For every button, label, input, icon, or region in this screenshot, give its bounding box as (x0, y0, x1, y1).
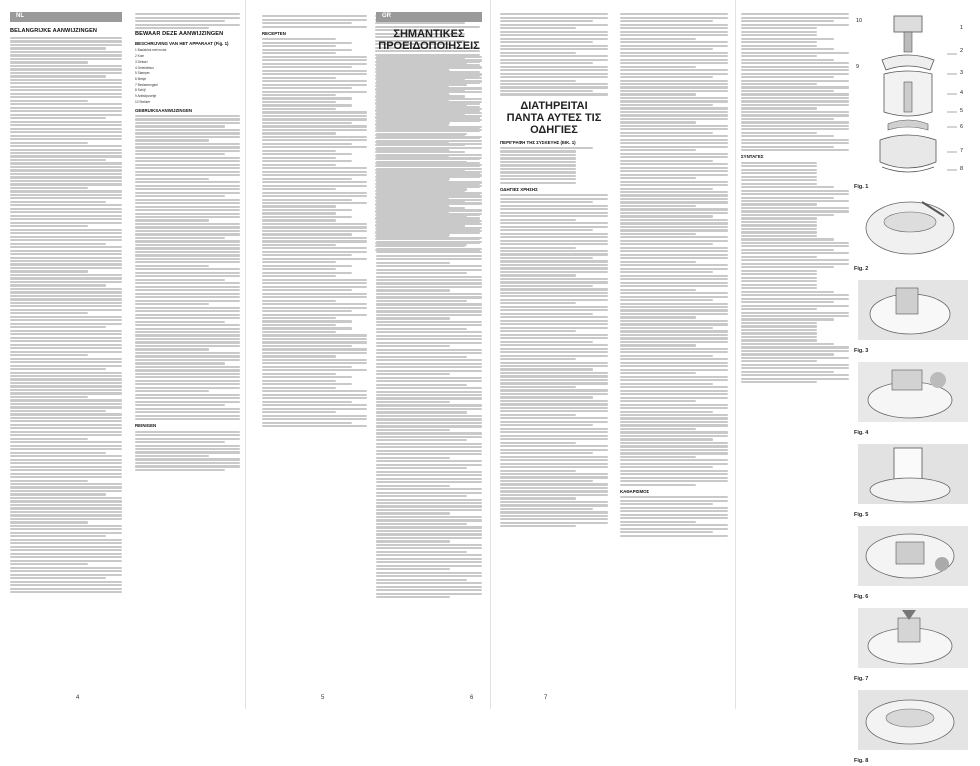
nl-recipes-column (262, 14, 367, 694)
nl-parts-list (135, 48, 240, 104)
gr-page-warnings (370, 0, 490, 709)
figure-2-label: Fig. 2 (854, 266, 869, 272)
figure-6-label: Fig. 6 (854, 594, 869, 600)
figure-8-illustration (852, 684, 974, 756)
figure-4-illustration (852, 356, 974, 428)
gr-column-1 (376, 26, 482, 696)
nl-language-tag: NL (10, 12, 122, 22)
figure-1-label: Fig. 1 (854, 184, 869, 190)
nl-column-1 (10, 26, 122, 696)
gr-recipes-column (741, 12, 849, 692)
figure-5-label: Fig. 5 (854, 512, 869, 518)
nl-part-6: 6 Mesje (135, 76, 147, 81)
gr-keep-instructions-title: ΔΙΑΤΗΡΕΙΤΑΙ ΠΑΝΤΑ ΑΥΤΕΣ ΤΙΣ ΟΔΗΓΙΕΣ (506, 99, 602, 136)
page-number: 6 (470, 695, 474, 701)
gr-important-title: ΣΗΜΑΝΤΙΚΕΣ ΠΡΟΕΙΔΟΠΟΙΗΣΕΙΣ (378, 28, 480, 52)
figure-4 (852, 356, 974, 436)
nl-part-1: 1 Basisblok met motor (135, 48, 167, 53)
figure-4-label: Fig. 4 (854, 430, 869, 436)
figure-3 (852, 274, 974, 354)
page-number: 7 (544, 695, 548, 701)
callout-6: 6 (960, 124, 964, 130)
gr-recipes-page (735, 0, 850, 709)
callout-10: 10 (856, 18, 863, 24)
callout-8: 8 (960, 166, 964, 172)
nl-part-10: 10 Stekker (135, 99, 151, 104)
callout-7: 7 (960, 148, 964, 154)
figures-column (852, 12, 974, 766)
gr-use-title: ΟΔΗΓΙΕΣ ΧΡΗΣΗΣ (500, 186, 538, 192)
callout-3: 3 (960, 70, 964, 76)
page-number: 4 (76, 695, 80, 701)
nl-important-title: BELANGRIJKE AANWIJZINGEN (10, 28, 98, 34)
callout-2: 2 (960, 48, 964, 54)
nl-use-title: GEBRUIKSAANWIJZINGEN (135, 107, 193, 113)
gr-column-2 (500, 12, 608, 692)
gr-language-tag: GR (376, 12, 482, 22)
figure-5 (852, 438, 974, 518)
nl-part-7: 7 Beslamengsel (135, 82, 158, 87)
figure-8-label: Fig. 8 (854, 758, 869, 764)
figure-6 (852, 520, 974, 600)
callout-1: 1 (960, 25, 964, 31)
figure-2-illustration (852, 192, 974, 264)
figure-2 (852, 192, 974, 272)
figure-7-label: Fig. 7 (854, 676, 869, 682)
nl-part-2: 2 Kom (135, 54, 145, 59)
callout-4: 4 (960, 90, 964, 96)
figure-7 (852, 602, 974, 682)
nl-cleaning-title: REINIGEN (135, 423, 157, 429)
callout-5: 5 (960, 108, 964, 114)
nl-part-4: 4 Geleidebus (135, 65, 154, 70)
gr-cleaning-title: ΚΑΘΑΡΙΣΜΟΣ (620, 488, 650, 494)
food-processor-exploded-illustration (852, 12, 974, 182)
gr-description-title: ΠΕΡΙΓΡΑΦΗ ΤΗΣ ΣΥΣΚΕΥΗΣ (ΕΙΚ. 1) (500, 139, 576, 145)
figure-7-illustration (852, 602, 974, 674)
nl-part-8: 8 Schijf (135, 88, 146, 93)
callout-9: 9 (856, 64, 860, 70)
nl-part-5: 5 Stamper (135, 71, 150, 76)
figure-1 (852, 12, 974, 190)
nl-page-left (0, 0, 245, 709)
nl-part-9: 9 Antislipvoetje (135, 94, 157, 99)
gr-page-right (492, 0, 735, 709)
nl-description-title: BESCHRIJVING VAN HET APPARAAT (Fig. 1) (135, 41, 229, 47)
nl-part-3: 3 Deksel (135, 59, 148, 64)
nl-recipes-title: RECEPTEN (262, 30, 286, 36)
figure-8 (852, 684, 974, 764)
nl-column-2 (135, 12, 240, 692)
figure-3-illustration (852, 274, 974, 346)
figure-6-illustration (852, 520, 974, 592)
figure-3-label: Fig. 3 (854, 348, 869, 354)
gr-recipes-title: ΣΥΝΤΑΓΕΣ (741, 154, 764, 160)
figure-5-illustration (852, 438, 974, 510)
gr-column-3 (620, 12, 728, 692)
nl-keep-instructions-title: BEWAAR DEZE AANWIJZINGEN (135, 31, 224, 38)
page-number: 5 (321, 695, 325, 701)
